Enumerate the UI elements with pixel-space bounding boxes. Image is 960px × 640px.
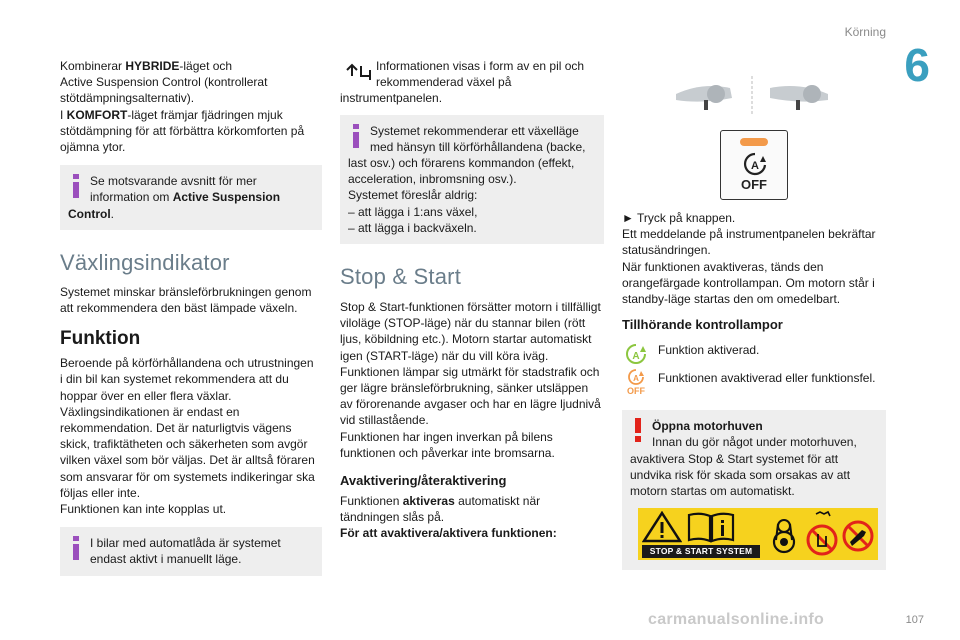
info-icon	[68, 536, 84, 560]
svg-text:A: A	[633, 374, 639, 384]
belt-pulley-icon	[766, 510, 802, 558]
info-box-active-suspension: Se motsvarande avsnitt för mer information om Active Suspension Control.	[60, 165, 322, 230]
watermark: carmanualsonline.info	[648, 611, 825, 628]
info-box-automatic: I bilar med automatlåda är systemet endast aktivt i manuellt läge.	[60, 527, 322, 575]
auto-green-lamp-icon	[622, 340, 650, 368]
svg-text:A: A	[632, 351, 640, 363]
warning-box-motorhuven: Öppna motorhuven Innan du gör något under motorhuven, avaktivera Stop & Start systemet för att undvika risk för skada som orsakas av att motorn startas om automatiskt. STOP & START SYSTEM	[622, 410, 886, 570]
warning-icon	[630, 418, 646, 442]
illustration-stop-start-button	[622, 58, 886, 204]
paragraph-stop-start: Stop & Start-funktionen försätter motorn i tillfälligt viloläge (STOP-läge) när du stannar bilen (rött ljus, köbildning etc.). Motorn startar automatiskt igen (START-läge) när du vill köra iväg. Funktionen lämpar sig utmärkt för stadstrafik och ger lägre bränsleförbrukning, sänker utsläppen av förorenande avgaser och har en lägre ljudnivå vid stillastående. Funktionen har ingen inverkan på bilens funktionen och påverkar inte bromsarna.	[340, 300, 601, 460]
info-box-system-recommends: Systemet rekommenderar ett växelläge med hänsyn till körförhållandena (backe, last osv.) och förarens kommandon (effekt, acceleration, inbromsning osv.). Systemet föreslår aldrig: – att lägga i 1:ans växel, – att lägga i backväxeln.	[340, 115, 604, 244]
column-left	[60, 58, 320, 576]
header-section-title: Körning	[844, 25, 886, 39]
manual-book-icon	[686, 511, 736, 543]
auto-stop-start-icon	[741, 151, 769, 177]
warning-label-sticker	[638, 508, 878, 560]
stop-start-button[interactable]	[720, 130, 788, 200]
column-right	[622, 58, 886, 570]
heading-funktion: Funktion	[60, 328, 141, 350]
svg-text:A: A	[751, 160, 759, 172]
paragraph-funktion: Beroende på körförhållandena och utrustningen i din bil kan systemet rekommendera att du hoppar över en eller flera växlar. Växlingsindikationen är endast en rekommendation. Det är naturligtvis vägens skick, trafiktätheten och säkerheten som avgör vilken växel som bör väljas. Det är alltså föraren som ansvarar för om systemets indikeringar ska följas eller inte. Funktionen kan inte kopplas ut.	[60, 356, 315, 517]
lamp-inactive-label: Funktionen avaktiverad eller funktionsfel.	[658, 371, 876, 386]
dashboard-illustration	[672, 74, 832, 116]
heading-avaktivering: Avaktivering/återaktivering	[340, 473, 507, 489]
no-hand-icon	[804, 510, 840, 558]
column-middle	[340, 58, 605, 542]
paragraph-vaxling: Systemet minskar bränsleförbrukningen genom att rekommendera den bäst lämpade växeln.	[60, 284, 312, 316]
button-indicator-lamp	[740, 138, 768, 146]
paragraph-tryck: ► Tryck på knappen. Ett meddelande på instrumentpanelen bekräftar statusändringen. När funktionen avaktiveras, tänds den orangefärgade kontrollampan. Om motorn står i standby-läge startas den om omedelbart.	[622, 211, 876, 307]
paragraph-avaktivering: Funktionen aktiveras automatiskt när tändningen slås på. För att avaktivera/aktivera funktionen:	[340, 494, 557, 541]
info-icon	[68, 174, 84, 198]
lamp-row-active	[622, 342, 886, 368]
svg-text:OFF: OFF	[627, 386, 645, 397]
gear-indicator-icon	[344, 62, 372, 82]
auto-orange-off-lamp-icon	[622, 368, 650, 396]
button-off-label: OFF	[741, 177, 767, 192]
page-number: 107	[905, 614, 924, 626]
heading-stop-start: Stop & Start	[340, 264, 462, 290]
warning-triangle-icon	[642, 511, 682, 543]
info-icon	[348, 124, 364, 148]
paragraph-gear-info: Informationen visas i form av en pil och rekommenderad växel på instrumentpanelen.	[340, 59, 585, 106]
heading-vaxlingsindikator: Växlingsindikator	[60, 249, 230, 275]
lamp-row-inactive	[622, 370, 886, 398]
no-tool-icon	[840, 514, 876, 554]
intro-paragraph: Kombinerar HYBRIDE-läget och Active Suspension Control (kontrollerat stötdämpningsalternativ). I KOMFORT-läget främjar fjädringen mjuk stötdämpning för att förbättra körkomforten på ojämna ytor.	[60, 59, 305, 155]
lamp-active-label: Funktion aktiverad.	[658, 343, 760, 358]
chapter-number: 6	[904, 39, 930, 91]
stop-start-system-label: STOP & START SYSTEM	[642, 545, 760, 558]
heading-kontrollampor: Tillhörande kontrollampor	[622, 317, 783, 333]
